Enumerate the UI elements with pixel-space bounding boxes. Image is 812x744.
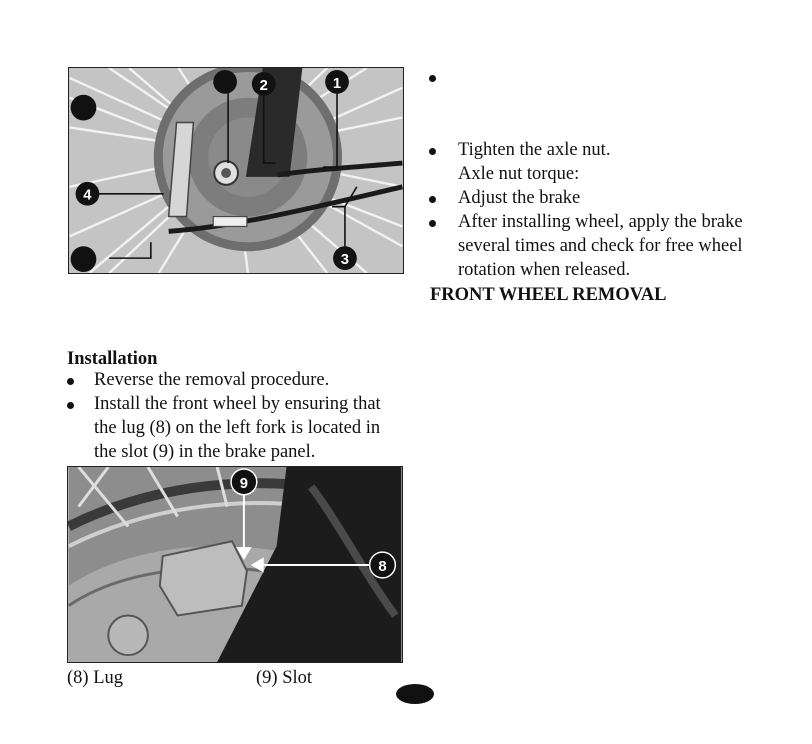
install-wheel-line3: the slot (9) in the brake panel. bbox=[94, 442, 316, 462]
callout-4: 4 bbox=[83, 187, 92, 204]
install-wheel-line2: the lug (8) on the left fork is located in bbox=[94, 418, 381, 438]
axle-nut-torque-label: Axle nut torque: bbox=[458, 164, 580, 184]
callout-3: 3 bbox=[340, 252, 350, 269]
install-reverse-procedure: Reverse the removal procedure. bbox=[94, 370, 330, 390]
page-number-oval bbox=[396, 684, 434, 704]
bullet-empty bbox=[429, 75, 436, 82]
bullet-after-install bbox=[429, 220, 436, 227]
step-after-install-line2: several times and check for free wheel bbox=[458, 236, 743, 256]
front-wheel-removal-heading: FRONT WHEEL REMOVAL bbox=[430, 285, 667, 305]
installation-heading: Installation bbox=[67, 349, 158, 369]
caption-slot: (9) Slot bbox=[256, 668, 313, 688]
install-wheel-line1: Install the front wheel by ensuring that bbox=[94, 394, 381, 414]
bullet-adjust bbox=[429, 196, 436, 203]
step-tighten-axle-nut: Tighten the axle nut. bbox=[458, 140, 611, 160]
caption-lug: (8) Lug bbox=[67, 668, 123, 688]
callout-9: 9 bbox=[239, 475, 249, 492]
callout-8: 8 bbox=[378, 558, 387, 575]
callout-1: 1 bbox=[332, 75, 342, 92]
step-adjust-brake: Adjust the brake bbox=[458, 188, 581, 208]
lug-slot-photo bbox=[67, 466, 403, 663]
bullet-reverse bbox=[67, 378, 74, 385]
step-after-install-line1: After installing wheel, apply the brake bbox=[458, 212, 743, 232]
step-after-install-line3: rotation when released. bbox=[458, 260, 631, 280]
brake-panel-photo bbox=[68, 67, 404, 274]
bullet-install-wheel bbox=[67, 402, 74, 409]
bullet-tighten bbox=[429, 148, 436, 155]
callout-2: 2 bbox=[259, 77, 268, 94]
